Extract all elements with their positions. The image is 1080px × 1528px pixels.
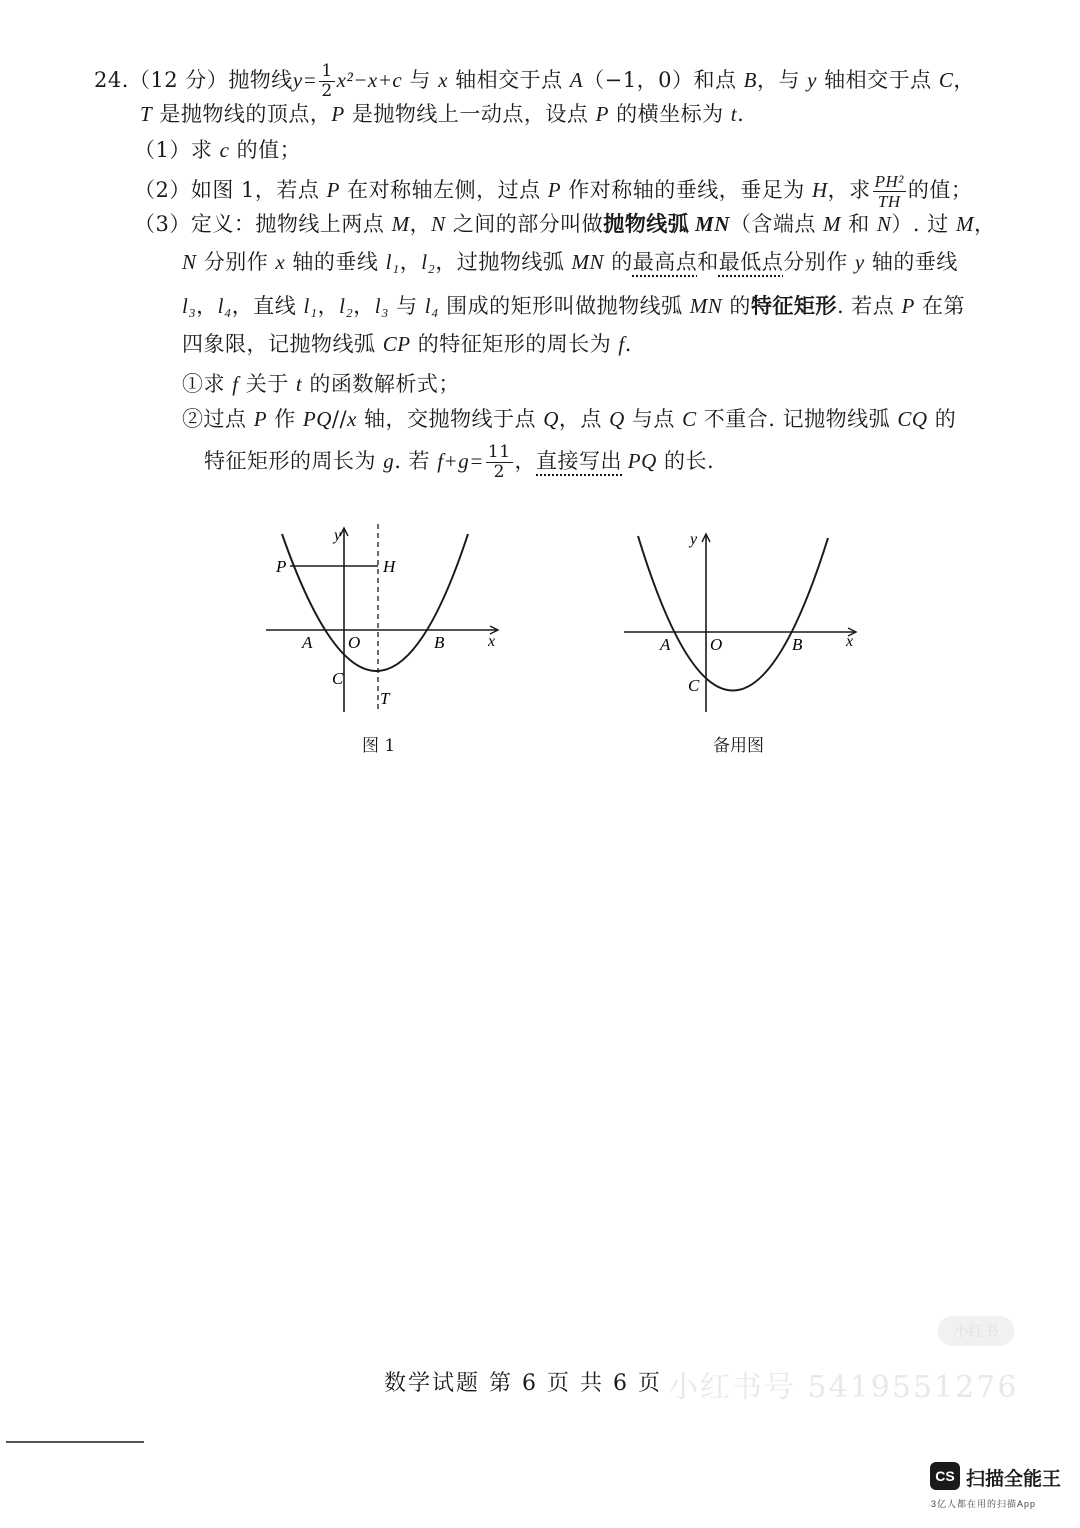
fraction-ph2-th: $\frac{\text{PH²}}{TH}$ [874,172,904,211]
label-y: y [334,527,342,544]
emphasis-lowest: 最低点 [718,250,784,274]
emphasis-write-directly: 直接写出 [536,449,623,473]
question-line-1: 24.（12 分）抛物线y= $\frac{1}{2}$ x²−x+c 与 x 轴相交于点 A（−1，0）和点 B，与 y 轴相交于点 C， [94,61,975,101]
label-p: P [276,557,287,576]
part-1: （1）求 c 的值； [134,138,302,162]
emphasis-highest: 最高点 [632,250,698,274]
label-b: B [792,635,803,654]
label-c: C [688,676,700,695]
label-o: O [348,633,361,652]
figure-1 [260,520,510,720]
label-x: x [488,633,496,650]
page-footer: 数学试题 第 6 页 共 6 页 [384,1371,662,1396]
sub-question-2-line-1: ②过点 P 作 PQ//x 轴，交抛物线于点 Q，点 Q 与点 C 不重合. 记抛物线弧 CQ 的 [182,407,957,431]
label-c: C [332,669,344,688]
figure-2-caption: 备用图 [713,736,764,756]
label-o: O [710,635,723,654]
label-h: H [383,557,396,576]
watermark-text: 小红书号 5419551276 [668,1370,1019,1405]
question-number: 24. [94,68,129,92]
label-t: T [380,689,390,708]
part-3-line-4: 四象限，记抛物线弧 CP 的特征矩形的周长为 f. [182,332,632,356]
fraction-one-half: $\frac{1}{2}$ [321,61,333,101]
watermark-badge: 小红书 [938,1316,1014,1346]
parabola-curve [638,536,828,691]
label-x: x [846,633,854,650]
term-parabola-arc: 抛物线弧 [603,211,690,236]
part-3-line-2: N 分别作 x 轴的垂线 l₁，l₂，过抛物线弧 MN 的最高点和最低点分别作 y 轴的垂线 [182,250,958,274]
label-y: y [690,531,698,548]
question-line-2: T 是抛物线的顶点，P 是抛物线上一动点，设点 P 的横坐标为 t. [140,102,745,126]
sub-question-1: ①求 f 关于 t 的函数解析式； [182,372,460,396]
scanner-app-name: 扫描全能王 [966,1469,1062,1490]
label-a: A [302,633,313,652]
fraction-eleven-halves: $\frac{11}{2}$ [487,442,511,482]
term-feature-rectangle: 特征矩形 [750,293,837,318]
part-2: （2）如图 1，若点 P 在对称轴左侧，过点 P 作对称轴的垂线，垂足为 H，求 $\frac{\text{PH²}}{TH}$ 的值； [134,172,973,211]
label-a: A [660,635,671,654]
figure-1-caption: 图 1 [362,736,396,756]
sub-question-2-line-2: 特征矩形的周长为 g. 若 f+g= $\frac{11}{2}$ ，直接写出 PQ 的长. [204,442,715,482]
part-3-line-1: （3）定义：抛物线上两点 M，N 之间的部分叫做抛物线弧 MN（含端点 M 和 N）. 过 M， [134,211,996,236]
camscanner-logo-icon: CS [930,1462,960,1490]
scan-edge-line [6,1441,144,1443]
scanner-tagline: 3亿人都在用的扫描App [931,1499,1037,1509]
part-3-line-3: l₃，l₄，直线 l₁，l₂，l₃ 与 l₄ 围成的矩形叫做抛物线弧 MN 的特征矩形. 若点 P 在第 [182,293,965,318]
figure-2 [618,526,868,716]
label-b: B [434,633,445,652]
